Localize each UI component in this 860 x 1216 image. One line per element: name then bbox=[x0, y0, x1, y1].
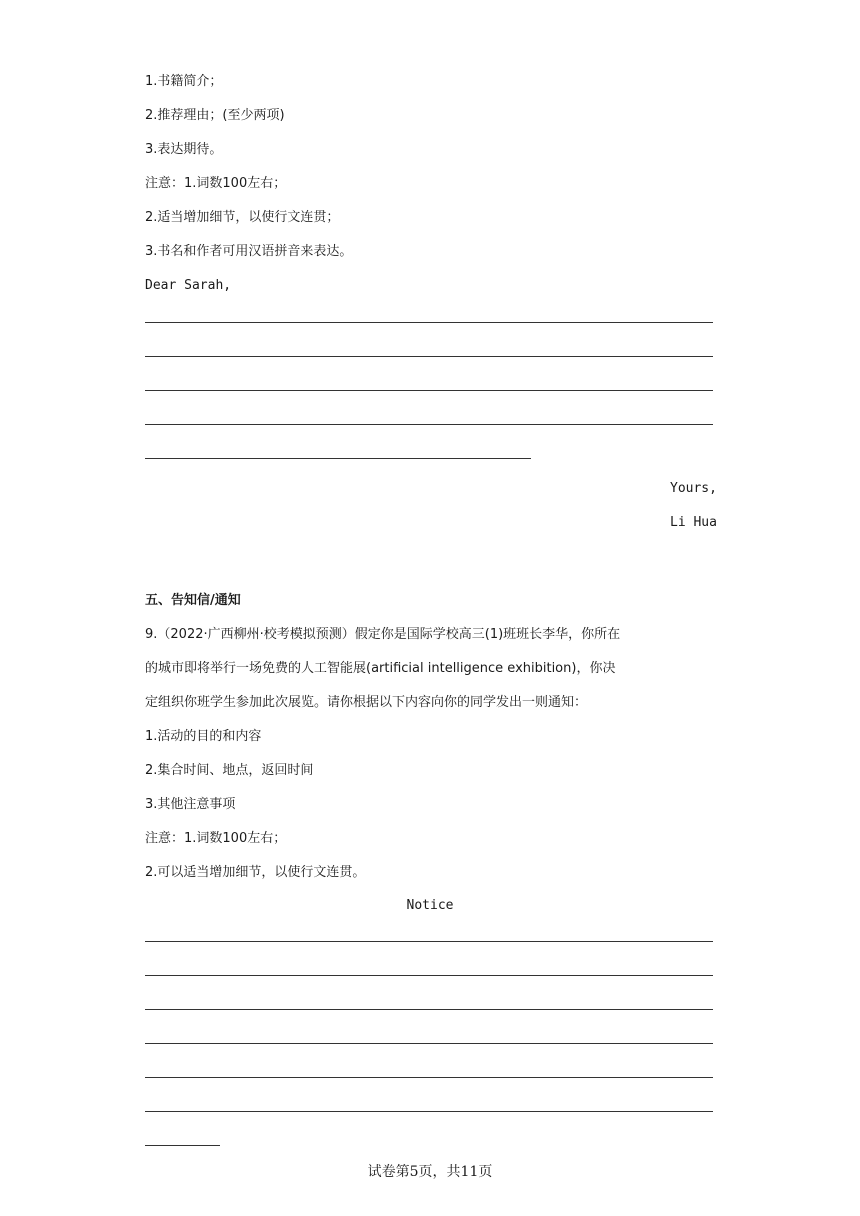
closing: Yours, bbox=[670, 481, 717, 496]
note-1: 注意：1.词数100左右； bbox=[145, 176, 287, 191]
answer-line bbox=[145, 1043, 713, 1044]
item-3: 3.表达期待。 bbox=[145, 142, 223, 157]
answer-line bbox=[145, 322, 713, 323]
item-2: 2.推荐理由；(至少两项) bbox=[145, 108, 285, 123]
section-heading: 五、告知信/通知 bbox=[145, 593, 241, 608]
question-text: 的城市即将举行一场免费的人工智能展(artificial intelligence exhibition)，你决 bbox=[145, 661, 616, 676]
answer-line bbox=[145, 1145, 220, 1146]
answer-line bbox=[145, 1111, 713, 1112]
answer-line bbox=[145, 390, 713, 391]
answer-line bbox=[145, 941, 713, 942]
signature: Li Hua bbox=[670, 515, 717, 530]
question-text: 9.（2022·广西柳州·校考模拟预测）假定你是国际学校高三(1)班班长李华，你所在 bbox=[145, 627, 621, 642]
note-2: 2.适当增加细节，以使行文连贯； bbox=[145, 210, 340, 225]
answer-line bbox=[145, 1077, 713, 1078]
item-1: 1.活动的目的和内容 bbox=[145, 729, 262, 744]
answer-line bbox=[145, 1009, 713, 1010]
note-3: 3.书名和作者可用汉语拼音来表达。 bbox=[145, 244, 353, 259]
item-2: 2.集合时间、地点，返回时间 bbox=[145, 763, 314, 778]
question-text: 定组织你班学生参加此次展览。请你根据以下内容向你的同学发出一则通知： bbox=[145, 695, 588, 710]
answer-line bbox=[145, 975, 713, 976]
item-1: 1.书籍简介； bbox=[145, 74, 223, 89]
page-footer: 试卷第5页，共11页 bbox=[367, 1164, 493, 1180]
answer-line bbox=[145, 424, 713, 425]
answer-line bbox=[145, 458, 531, 459]
answer-line bbox=[145, 356, 713, 357]
notice-title: Notice bbox=[406, 898, 454, 913]
note-2: 2.可以适当增加细节，以使行文连贯。 bbox=[145, 865, 366, 880]
note-1: 注意：1.词数100左右； bbox=[145, 831, 287, 846]
salutation: Dear Sarah, bbox=[145, 278, 232, 293]
item-3: 3.其他注意事项 bbox=[145, 797, 236, 812]
